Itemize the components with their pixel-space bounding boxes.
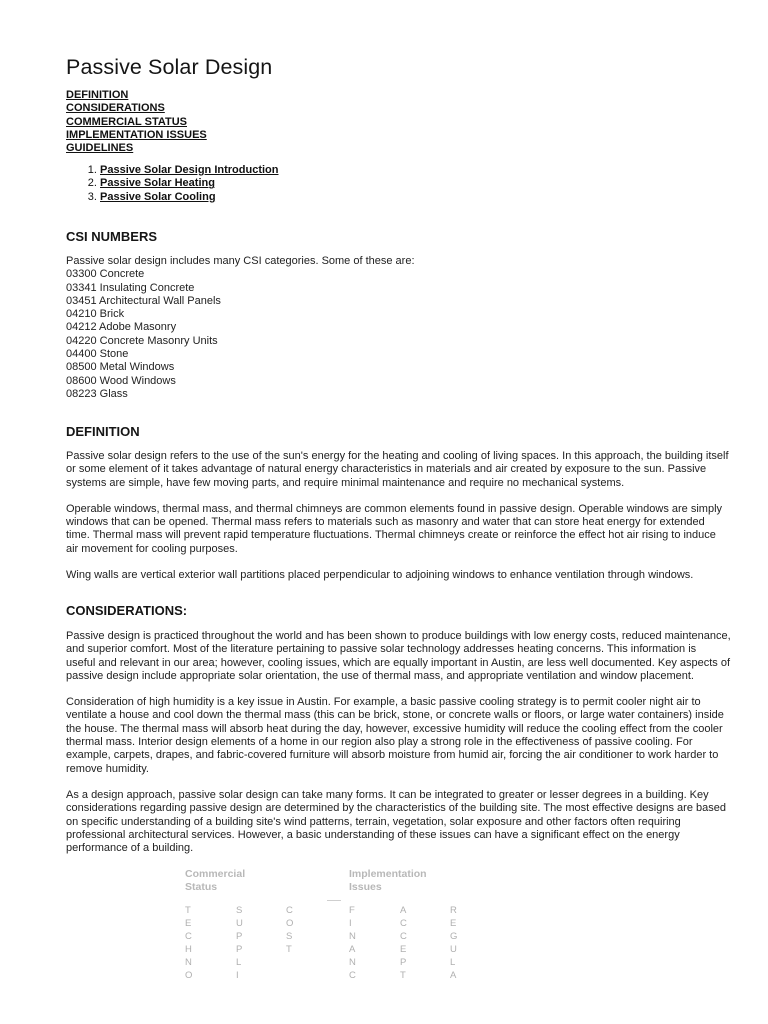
letter: N [185,957,192,968]
table-column-regulation [450,904,460,982]
letter: C [349,970,356,981]
csi-list [66,268,734,401]
letter: I [349,918,352,929]
letter: R [450,905,457,916]
text-line: Passive design is practiced throughout the world and has been shown to produce buildings with low energy costs, reduced maintenance, [66,630,731,642]
toc-link-considerations[interactable]: CONSIDERATIONS [66,102,165,115]
link-heating[interactable]: Passive Solar Heating [100,177,215,190]
letter: C [400,931,407,942]
toc-link-commercial-status[interactable]: COMMERCIAL STATUS [66,115,187,128]
text-line: Operable windows, thermal mass, and thermal chimneys are common elements found in passive design. Operable windows are simply [66,502,723,515]
header-line: Issues [349,880,382,893]
text-line: remove humidity. [66,762,149,775]
text-line: ventilate a house and cool down the thermal mass (this can be brick, stone, or concrete walls or floors, or large water containers) inside [66,709,724,722]
letter: U [450,944,457,955]
text-line: on specific understanding of a building site's wind patterns, terrain, vegetation, solar exposure and other factors often requiring [66,815,681,828]
letter: G [450,931,458,942]
letter: A [450,970,457,981]
list-item [100,177,279,190]
letter: P [400,957,407,968]
letter: E [185,918,192,929]
text-line: professional architectural services. However, a basic understanding of these issues can have a significant effect on the energy [66,828,680,841]
letter: O [185,970,193,981]
csi-intro: Passive solar design includes many CSI categories. Some of these are: [66,255,415,267]
text-line: Consideration of high humidity is a key issue in Austin. For example, a basic passive cooling strategy is to permit cooler night air to [66,696,701,709]
text-line: thermal mass. Interior design elements of a home in our region also play a strong role in the effectiveness of passive cooling. For [66,736,693,749]
csi-item: 03451 Architectural Wall Panels [66,294,221,307]
list-item [100,164,279,177]
status-table [185,868,475,988]
text-line: useful and relevant in our area; however, cooling issues, which are equally important in Austin, are less well documented. Key aspects of [66,656,731,669]
definition-section [66,450,734,582]
letter: T [185,905,191,916]
letter: H [185,944,192,955]
text-line: example, carpets, drapes, and fabric-covered furniture will absorb moisture from humid air, forcing the air conditioner to work harder to [66,749,719,762]
letter: N [349,931,356,942]
toc-link-implementation-issues[interactable]: IMPLEMENTATION ISSUES [66,128,207,141]
csi-section [66,255,734,401]
text-line: and superior comfort. Most of the literature pertaining to passive solar technology addresses heating concerns. This information is [66,643,697,656]
considerations-section [66,630,734,855]
letter: U [236,918,243,929]
considerations-paragraph [66,789,734,855]
letter: I [236,970,239,981]
definition-heading: DEFINITION [66,424,140,439]
list-item [100,191,279,204]
letter: N [349,957,356,968]
letter: P [236,944,243,955]
table-column-financing [349,904,359,982]
table-column-supply [236,904,246,982]
csi-item: 03300 Concrete [66,268,145,281]
considerations-paragraph [66,696,734,776]
letter: E [450,918,457,929]
considerations-heading: CONSIDERATIONS: [66,603,188,618]
letter: L [450,957,456,968]
letter: A [349,944,356,955]
text-line: time. Thermal mass will prevent rapid temperature fluctuations. Thermal chimneys create or reinforce the effect hot air rising to induce [66,529,716,542]
text-line: As a design approach, passive solar design can take many forms. It can be integrated to greater or lesser degrees in a building. Key [66,788,709,801]
text-line: systems are simple, have few moving parts, and require minimal maintenance and require no mechanical systems. [66,476,625,489]
letter: L [236,957,242,968]
text-line: Passive solar design refers to the use of the sun's energy for the heating and cooling of living spaces. In this approach, the building itself [66,450,729,462]
letter: C [185,931,192,942]
page-title: Passive Solar Design [66,55,273,79]
definition-paragraph [66,569,734,582]
csi-item: 04220 Concrete Masonry Units [66,334,218,347]
csi-item: 04400 Stone [66,348,129,361]
table-of-contents [66,89,207,155]
letter: A [400,905,407,916]
definition-paragraph [66,503,734,556]
link-introduction[interactable]: Passive Solar Design Introduction [100,164,279,176]
table-divider [327,900,341,901]
letter: O [286,918,294,929]
header-line: Status [185,880,218,893]
csi-item: 03341 Insulating Concrete [66,281,195,294]
letter: T [400,970,406,981]
letter: C [400,918,407,929]
table-column-acceptance [400,904,410,982]
text-line: passive design include appropriate solar orientation, the use of thermal mass, and appropriate ventilation and window placement. [66,669,694,682]
text-line: or some element of it takes advantage of natural energy characteristics in materials and air created by exposure to the sun. Passive [66,463,707,476]
header-line: Implementation [349,868,427,880]
letter: P [236,931,243,942]
text-line: air movement for cooling purposes. [66,542,238,555]
csi-item: 08600 Wood Windows [66,374,176,387]
table-column-technology [185,904,195,982]
csi-heading: CSI NUMBERS [66,229,158,244]
csi-item: 04210 Brick [66,308,125,321]
definition-paragraph [66,450,734,490]
considerations-paragraph [66,630,734,683]
letter: F [349,905,355,916]
header-line: Commercial [185,868,246,880]
letter: C [286,905,293,916]
text-line: Wing walls are vertical exterior wall partitions placed perpendicular to adjoining windows to enhance ventilation through windows. [66,569,694,582]
letter: S [236,905,243,916]
letter: S [286,931,293,942]
letter: T [286,944,292,955]
text-line: the house. The thermal mass will absorb heat during the day, however, excessive humidity will reduce the cooling effect from the cooler [66,722,723,735]
table-header-commercial-status [185,868,275,893]
text-line: performance of a building. [66,842,194,855]
link-cooling[interactable]: Passive Solar Cooling [100,190,216,203]
toc-link-definition[interactable]: DEFINITION [66,89,129,101]
toc-link-guidelines[interactable]: GUIDELINES [66,142,134,155]
sub-page-list [66,164,279,204]
table-header-implementation-issues [349,868,439,893]
csi-item: 04212 Adobe Masonry [66,321,177,334]
csi-item: 08223 Glass [66,387,128,400]
letter: E [400,944,407,955]
csi-item: 08500 Metal Windows [66,361,175,374]
text-line: windows that can be opened. Thermal mass refers to materials such as masonry and water that can store heat energy for extended [66,516,705,529]
table-column-cost [286,904,296,956]
text-line: considerations regarding passive design are determined by the characteristics of the building site. The most effective designs are based [66,802,726,815]
